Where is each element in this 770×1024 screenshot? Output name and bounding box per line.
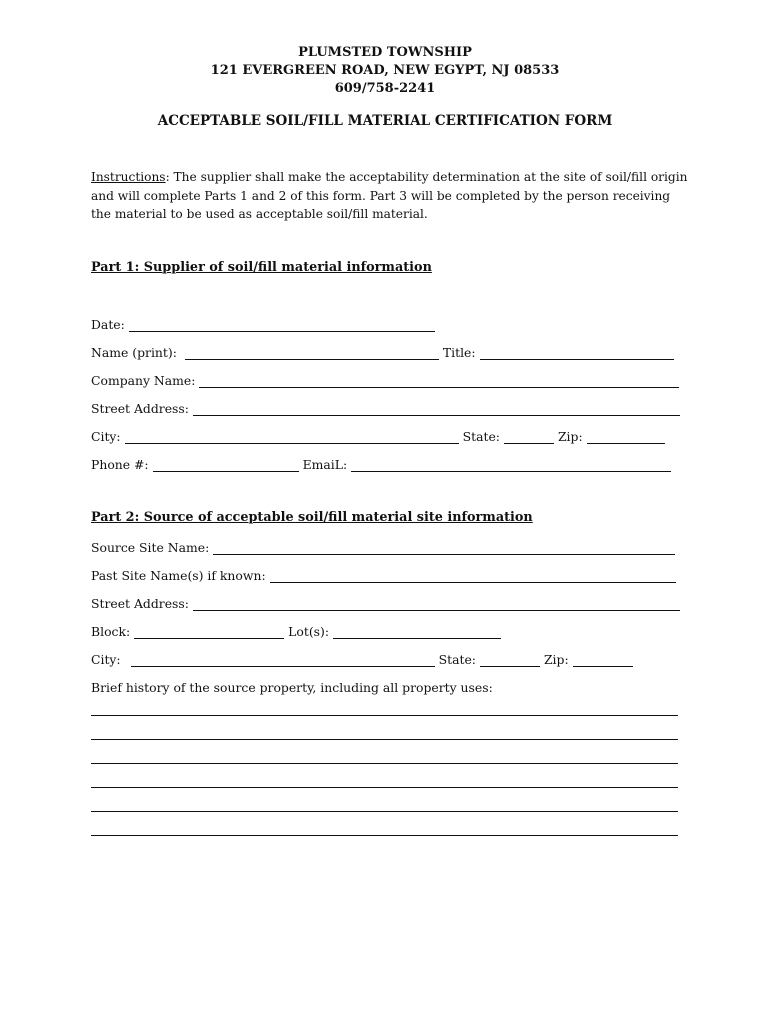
part1-heading: Part 1: Supplier of soil/fill material information — [91, 260, 432, 275]
source-site-field[interactable] — [213, 540, 675, 555]
company-row — [91, 370, 683, 388]
past-site-row — [91, 565, 680, 583]
township-header — [0, 44, 770, 98]
phone-field[interactable] — [153, 457, 299, 472]
phone-email-row — [91, 454, 675, 472]
source-zip-label: Zip: — [543, 652, 569, 667]
block-label: Block: — [91, 624, 131, 639]
history-line[interactable] — [91, 738, 678, 740]
date-label: Date: — [91, 317, 125, 332]
source-street-field[interactable] — [193, 596, 680, 611]
instructions-label: Instructions — [91, 170, 166, 184]
township-name: PLUMSTED TOWNSHIP — [298, 45, 472, 60]
history-line[interactable] — [91, 834, 678, 836]
block-lot-row — [91, 621, 505, 639]
history-line[interactable] — [91, 786, 678, 788]
name-print-label: Name (print): — [91, 345, 177, 360]
zip-label: Zip: — [557, 429, 583, 444]
source-street-row — [91, 593, 684, 611]
company-name-field[interactable] — [199, 373, 679, 388]
source-site-label: Source Site Name: — [91, 540, 210, 555]
history-line[interactable] — [91, 810, 678, 812]
part2-heading: Part 2: Source of acceptable soil/fill material site information — [91, 510, 533, 525]
name-print-field[interactable] — [185, 345, 439, 360]
source-street-label: Street Address: — [91, 596, 189, 611]
lots-field[interactable] — [333, 624, 501, 639]
source-city-row — [91, 649, 637, 667]
city-label: City: — [91, 429, 121, 444]
source-city-label: City: — [91, 652, 121, 667]
title-field[interactable] — [480, 345, 674, 360]
email-field[interactable] — [351, 457, 671, 472]
source-zip-field[interactable] — [573, 652, 633, 667]
company-name-label: Company Name: — [91, 373, 196, 388]
city-field[interactable] — [125, 429, 459, 444]
history-line[interactable] — [91, 714, 678, 716]
email-label: EmaiL: — [302, 457, 348, 472]
street-address-field[interactable] — [193, 401, 680, 416]
instructions-text: : The supplier shall make the acceptability determination at the site of soil/fill origin and will complete Parts 1 and 2 of this form. Part 3 will be completed by the person receiving the material to be used as acceptable soil/fill material. — [91, 170, 688, 221]
source-state-label: State: — [438, 652, 476, 667]
history-row — [91, 677, 493, 695]
history-label: Brief history of the source property, including all property uses: — [91, 680, 493, 695]
name-title-row — [91, 342, 678, 360]
past-site-field[interactable] — [270, 568, 676, 583]
past-site-label: Past Site Name(s) if known: — [91, 568, 266, 583]
history-line[interactable] — [91, 762, 678, 764]
state-label: State: — [462, 429, 500, 444]
street-address-label: Street Address: — [91, 401, 189, 416]
township-phone: 609/758-2241 — [334, 81, 436, 96]
township-address: 121 EVERGREEN ROAD, NEW EGYPT, NJ 08533 — [210, 63, 560, 78]
block-field[interactable] — [134, 624, 284, 639]
date-field[interactable] — [129, 317, 435, 332]
phone-label: Phone #: — [91, 457, 149, 472]
city-state-zip-row — [91, 426, 669, 444]
zip-field[interactable] — [587, 429, 665, 444]
source-site-row — [91, 537, 679, 555]
state-field[interactable] — [504, 429, 554, 444]
instructions-paragraph — [91, 168, 691, 224]
street-row — [91, 398, 684, 416]
source-city-field[interactable] — [131, 652, 435, 667]
source-state-field[interactable] — [480, 652, 540, 667]
lots-label: Lot(s): — [288, 624, 330, 639]
title-label: Title: — [442, 345, 476, 360]
form-title: ACCEPTABLE SOIL/FILL MATERIAL CERTIFICATION FORM — [157, 113, 613, 129]
date-row — [91, 314, 439, 332]
